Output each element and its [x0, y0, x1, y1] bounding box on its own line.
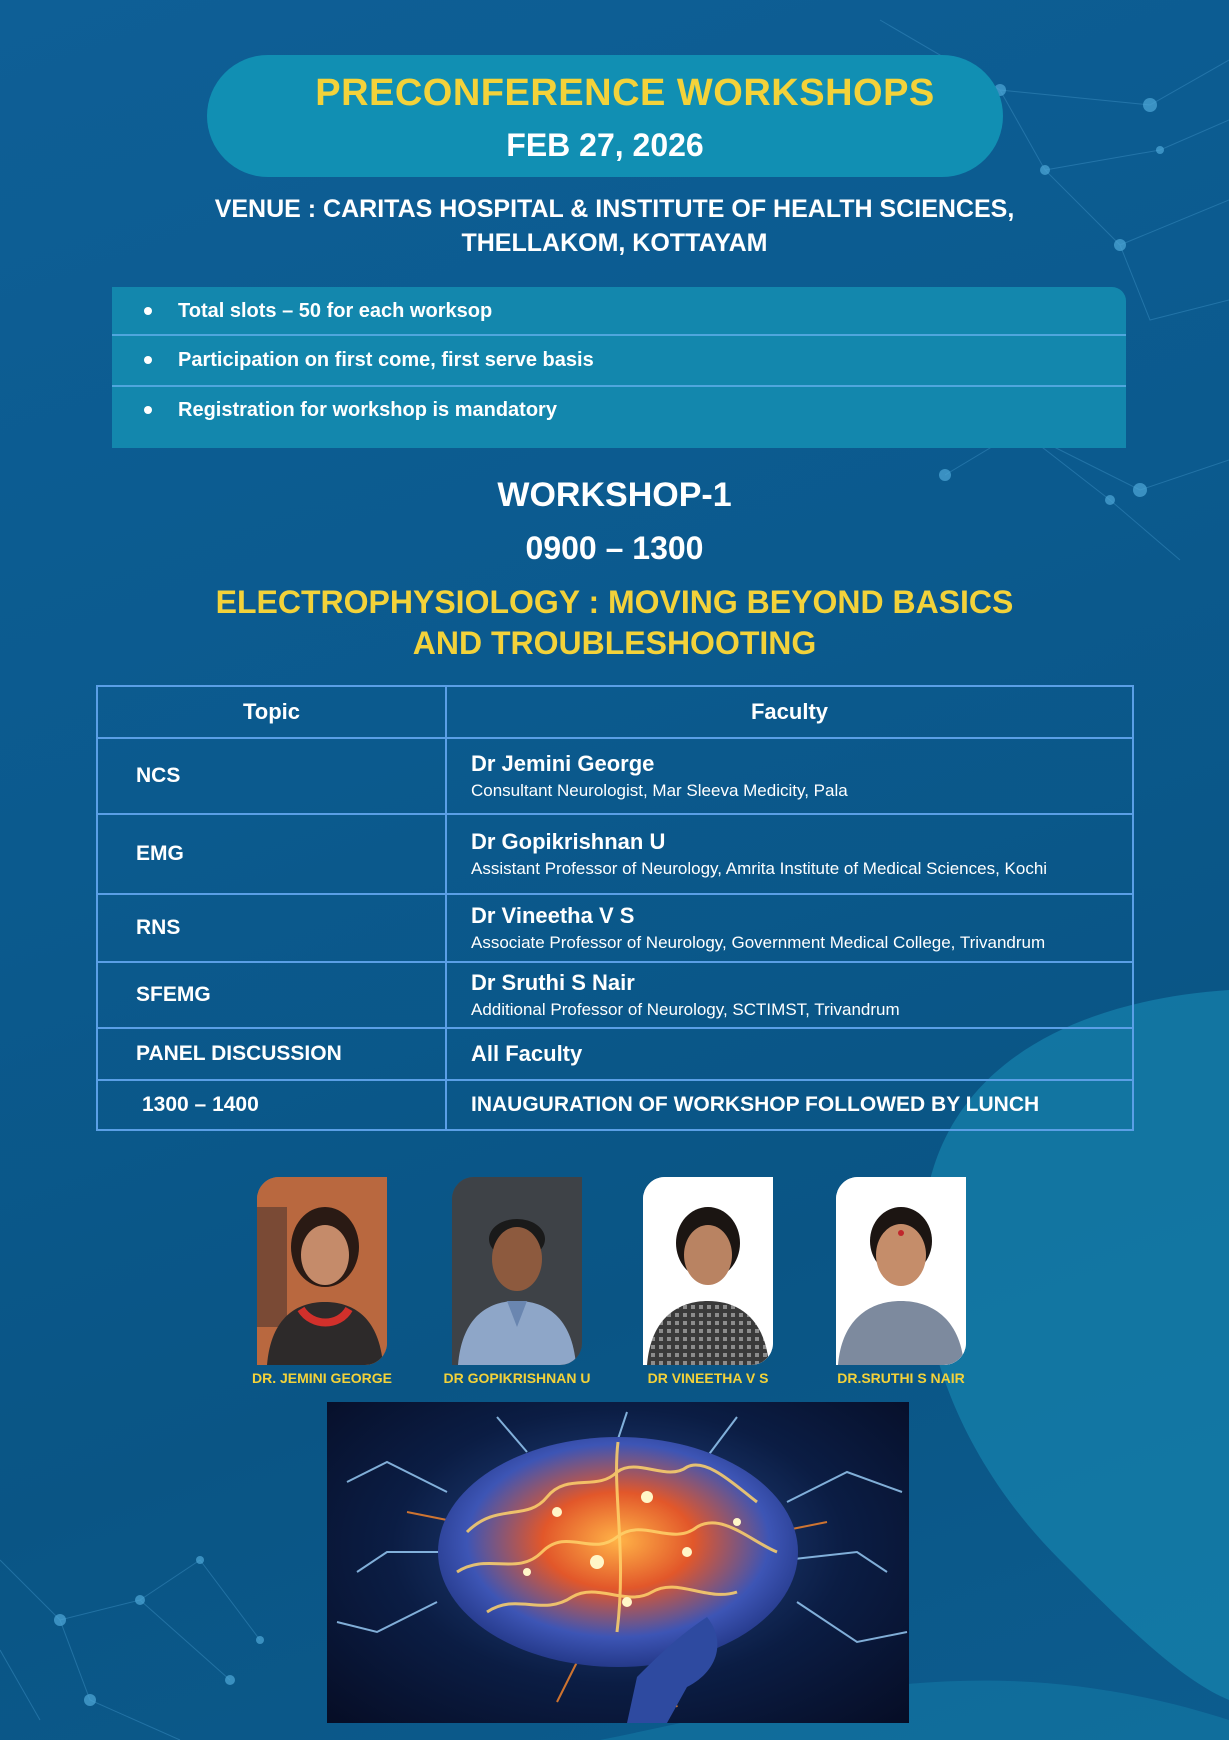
col-header-topic: Topic: [97, 686, 446, 738]
table-row: [97, 1080, 1133, 1130]
portrait-icon: [643, 1177, 773, 1365]
topic-cell: SFEMG: [97, 962, 446, 1028]
faculty-cell: [446, 1028, 1133, 1080]
faculty-photo-gopikrishnan: [452, 1177, 582, 1365]
faculty-name: Dr Sruthi S Nair: [471, 970, 635, 995]
topic-cell: RNS: [97, 894, 446, 962]
portrait-icon: [836, 1177, 966, 1365]
photo-caption: DR VINEETHA V S: [647, 1370, 769, 1386]
faculty-cell: [446, 894, 1133, 962]
venue-line-2: THELLAKOM, KOTTAYAM: [461, 229, 768, 257]
event-date: FEB 27, 2026: [506, 127, 704, 163]
rule-text: Participation on first come, first serve basis: [178, 348, 594, 371]
workshop-name: [0, 582, 1229, 664]
faculty-name: Dr Vineetha V S: [471, 903, 635, 928]
faculty-photo-vineetha: [643, 1177, 773, 1365]
topic-cell: PANEL DISCUSSION: [97, 1028, 446, 1080]
workshop-name-line-1: ELECTROPHYSIOLOGY : MOVING BEYOND BASICS: [215, 584, 1014, 620]
venue-line-1: VENUE : CARITAS HOSPITAL & INSTITUTE OF HEALTH SCIENCES,: [214, 195, 1015, 223]
bullet-icon: [144, 406, 152, 414]
schedule-table: [96, 685, 1134, 1131]
workshop-name-line-2: AND TROUBLESHOOTING: [412, 625, 817, 661]
rule-text: Total slots – 50 for each worksop: [178, 299, 493, 322]
table-row: [97, 814, 1133, 894]
faculty-name: Dr Jemini George: [471, 751, 655, 776]
photo-caption: DR.SRUTHI S NAIR: [837, 1370, 965, 1386]
rule-text: Registration for workshop is mandatory: [178, 398, 557, 421]
rule-item: [112, 287, 1126, 335]
table-row: [97, 1028, 1133, 1080]
page-title: PRECONFERENCE WORKSHOPS: [315, 72, 935, 114]
faculty-name: INAUGURATION OF WORKSHOP FOLLOWED BY LUNCH: [471, 1093, 1040, 1116]
brain-illustration: [327, 1402, 909, 1723]
venue: [100, 192, 1129, 260]
table-row: [97, 962, 1133, 1028]
workshop-time: 0900 – 1300: [525, 530, 704, 566]
table-row: [97, 894, 1133, 962]
topic-cell: 1300 – 1400: [97, 1080, 446, 1130]
table-header-row: [97, 686, 1133, 738]
workshop-label: WORKSHOP-1: [497, 476, 732, 514]
faculty-photo-sruthi: [836, 1177, 966, 1365]
faculty-desc: Additional Professor of Neurology, SCTIMST, Trivandrum: [471, 1000, 900, 1019]
rules-panel: [112, 287, 1126, 448]
faculty-name: All Faculty: [471, 1041, 583, 1066]
col-header-faculty: Faculty: [446, 686, 1133, 738]
bullet-icon: [144, 356, 152, 364]
portrait-icon: [257, 1177, 387, 1365]
portrait-icon: [452, 1177, 582, 1365]
topic-cell: EMG: [97, 814, 446, 894]
rule-item: [112, 386, 1126, 434]
faculty-cell: [446, 814, 1133, 894]
faculty-name: Dr Gopikrishnan U: [471, 829, 666, 854]
photo-caption: DR. JEMINI GEORGE: [251, 1370, 393, 1386]
faculty-desc: Associate Professor of Neurology, Government Medical College, Trivandrum: [471, 933, 1046, 952]
brain-icon: [327, 1402, 909, 1723]
faculty-cell: [446, 962, 1133, 1028]
topic-cell: NCS: [97, 738, 446, 814]
faculty-desc: Consultant Neurologist, Mar Sleeva Medicity, Pala: [471, 781, 848, 800]
bullet-icon: [144, 307, 152, 315]
photo-caption: DR GOPIKRISHNAN U: [443, 1370, 591, 1386]
faculty-photo-jemini: [257, 1177, 387, 1365]
faculty-cell: [446, 1080, 1133, 1130]
faculty-desc: Assistant Professor of Neurology, Amrita Institute of Medical Sciences, Kochi: [471, 859, 1048, 878]
table-row: [97, 738, 1133, 814]
rule-item: [112, 336, 1126, 384]
faculty-cell: [446, 738, 1133, 814]
